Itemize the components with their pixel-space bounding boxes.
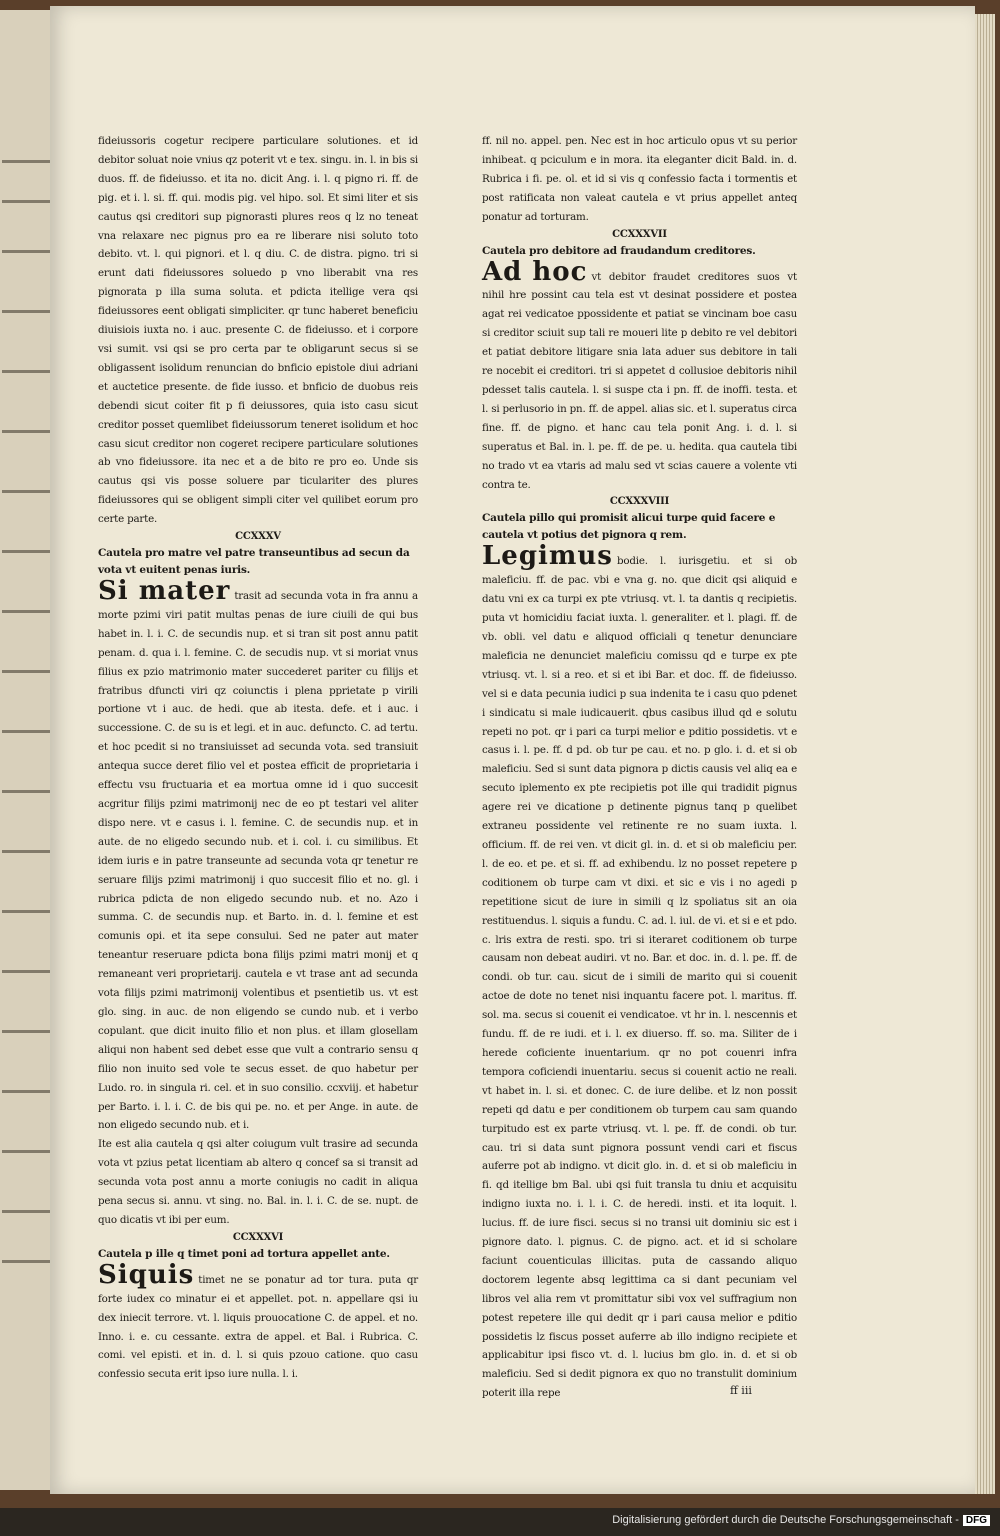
paragraph-text: timet ne se ponatur ad tor turа. puta qr forte iudex co minatur ei et appellet. pot. n. appellare qsi iu dex iniecit terrore. vt. l. liquis prouocatione C. de appel. et no. Inno. i. e. cu cessante. extra de appel. et Bal. i Rubrica. C. comi. vel episti. et in. d. l. si quis pzouo catione. quo casu confessio secuta erit ipso iure nulla. l. i.: [98, 1273, 418, 1381]
left-paragraph-3: [98, 1259, 418, 1384]
footer-credit: [612, 1514, 990, 1526]
cautela-heading: Cautela pro matre vel patre transeuntibus ad secun da vota vt euitent penas iuris.: [98, 547, 410, 577]
paragraph-text: bodie. l. iurisgetiu. et si ob maleficiu. ff. de pac. vbi e vna g. no. que dicit qsi aliquid e datu vni ex ca turpi ex pte vtriusq. vt. l. ta dantis q recipietis. puta vt homicidiu faciat iuxta. l. generaliter. et l. plagi. ff. de vb. obli. vel datu e aliquod officiali q tenetur denunciare maleficia ne denunciet maleficiu comissu qd e turpe ex pte vtriusq. vt. l. si a reo. et si et ibi Bar. et doc. ff. de fideiusso. vel si e data pecunia iudici p sua indenita te i casu quo pdenet i sindicatu si male iudicauerit. qbus casibus illud qd e solutu repeti no pot. qr i pari ca turpi melior e pditio possidetis. vt e casus i. l. pe. ff. d pd. ob tur pe cau. et no. p glo. i. d. et si ob maleficiu. Sed si sunt data pignora p dictis causis vel aliq ea e secuto iplemento ex pte recipietis pot ille qui tradidit pignus agere rei ve dicatione p detinente pignus tanq p quelibet extraneu possidente vel retinente re no suam iuxta. l. officium. ff. de rei ven. vt dicit gl. in. d. et si ob maleficiu per. l. de eo. et pe. et si. ff. ad exhibendu. lz no posset repetere p coditionem ob turpe cam vt dixi. et sic e vis i no agedi p repetitione sicut de iure in simili q lz spoliatus sit an oia restituendus. l. siquis a fundu. C. ad. l. iul. de vi. et si e et pdo. c. lris extra de resti. spo. tri si iteraret coditionem ob turpe causam non debeat audiri. vt no. Bar. et doc. in. d. l. pe. ff. de condi. ob tur. cau. sicut de i simili de marito qui si couenit actoe de dote no tenet nisi inquantu facere pot. l. maritus. ff. sol. ma. secus si couenit ei vendicatoe. vt hr in. l. nescennis et fundu. ff. de re iudi. et i. l. ex diuerso. ff. so. ma. Siliter de i herede coficiente inuentarium. qr no pot couenri infra tempora coficiendi inuentariu. secus si couenit actio ne reali. vt habet in. l. si. et donec. C. de iure delibe. et lz non possit repeti qd datu e per conditionem ob turpem cau sam quando turpitudo est ex parte vtriusq. vt. l. pe. ff. de condi. ob tur. cau. tri si data sunt pignora possunt vendi cari et fiscus auferre pot ab indigno. vt dicit glo. in. d. et si ob maleficiu in fi. qd itellige bm Bal. ubi qsi fuit transla tu dniu et acquisitu indigno iuxta no. i. l. i. C. de heredi. insti. et ita loquit. l. lucius. ff. de iure fisci. secus si no transi uit dominiu sic est i pignore dato. l. pignus. C. de pigno. act. et id si scholare faciunt couenticulas illicitas. puta de cassando aliquo doctorem legente absq legittima ca si dant pecuniam vel libros vel alia rem vt promittatur sibi vox vel suffragium non potest repetere ille qui dedit qr i pari causa melior e pditio possidetis lz fiscus posset auferre ab illo indigno recipiete et applicabitur ipsi fisco vt. d. l. lucius bm glo. in. d. et si ob maleficiu. Sed si dedit pignora ex quo no transtulit dominium poterit illa repe: [482, 555, 797, 1400]
left-paragraph-2: Ite est alia cautela q qsi alter coiugum vult trasire ad secunda vota vt pzius petat licentiam ab altero q concef sa si transit ad secunda vota post annu a morte coniugis no cadit in aliqua pena secus si. annu. vt sing. no. Bal. in. l. i. C. de se. nupt. de quo dicatis vt ibi per eum.: [98, 1138, 418, 1226]
left-paragraph-1: [98, 576, 418, 1135]
right-column: [482, 132, 797, 1403]
cautela-heading: Cautela pro debitore ad fraudandum creditores.: [482, 244, 756, 257]
section-number: CCXXXVI: [232, 1231, 284, 1243]
right-paragraph-top: ff. nil no. appel. pen. Nec est in hoc articulo opus vt su perior inhibeat. q pciculum e in mora. ita eleganter dicit Bald. in. d. Rubrica i fi. pe. ol. et id si vis q confessio facta i tormentis et post ratificata non valeat cautela e vt prius appellet anteq ponatur ad torturam.: [482, 135, 797, 223]
right-paragraph-2: [482, 541, 797, 1403]
cautela-heading: Cautela p ille q timet poni ad torturа appellet ante.: [98, 1247, 390, 1260]
section-number: CCXXXVII: [612, 228, 667, 240]
initial-word: Ad hoc: [482, 256, 588, 287]
page-stack-edge: [975, 14, 995, 1494]
dfg-logo: DFG: [963, 1515, 990, 1526]
cautela-heading: Cautela pillo qui promisit alicui turpe quid facere e cautela vt potius det pignora q rem.: [482, 512, 776, 542]
section-number: CCXXXV: [235, 531, 281, 543]
footer-text: Digitalisierung gefördert durch die Deutsche Forschungsgemeinschaft -: [612, 1514, 959, 1526]
paragraph-text: trasit ad secunda vota in fra annu a morte pzimi viri patit multas penas de iure ciuili de qui bus habet in. l. i. C. de secundis nup. et si tran sit post annu patit penam. d. qua i. l. femine. C. de secudis nup. vt si moriat vnus filius ex pzio matrimonio mater succederet pariter cu filijs et fratribus dfuncti viri qz coiunctis i plena pprietate p virili portione vt i auc. de hedi. que ab itesta. defe. et i auc. i successione. C. de su is et legi. et in auc. defuncto. C. ad tertu. et hoc pcedit si no transiuisset ad secunda vota. sed transiuit antequa succe deret filio vel et postea efficit de proprietaria i effectu vsu fructuaria et ea mortua omne id i quo succesit acgritur filijs pzimi matrimonij nec de eo pt testari vel aliter dispo nere. vt e casus i. l. femine. C. de secundis nup. et in aute. de no eligedo secundo nub. et i. col. i. cu similibus. Et idem iuris e in patre transeunte ad secunda vota qr tenetur re seruare filijs pzimi matrimonij i quo succesit filio et no. gl. i rubrica pdicta de non eligedo secundo nub. et no. Azo i summa. C. de secundis nup. et Barto. in. d. l. femine et est comunis opi. et ita sepe consului. Sed ne pater aut mater teneantur reseruare pdicta bona filijs pzimi matri monij et q remaneant veri proprietarij. cautela e vt trase ant ad secunda vota filijs pzimi matrimonij volentibus et psentietib us. vt est glo. sing. in auc. de non eligendo se cundo nub. et i verbo copulant. que dicit inuito filio et non plus. et illam glosellam aliqui non habent sed debet esse que vult a contrario sensu q filio non inuito sed vole te secus esset. de quo habetur per Ludo. ro. in singula ri. cel. et in suo consilio. ccxviij. et habetur per Barto. i. l. i. C. de bis qui pe. no. et per Ange. in aute. de non eligedo secundo nub. et i.: [98, 590, 418, 1132]
signature-mark: ff iii: [730, 1384, 752, 1397]
section-number: CCXXXVIII: [609, 496, 670, 508]
right-paragraph-1: [482, 256, 797, 495]
initial-word: Legimus: [482, 541, 613, 572]
initial-word: Si mater: [98, 576, 231, 607]
paragraph-text: vt debitor fraudet creditores suos vt nihil hre possint cau tela est vt desinat possidere et postea agat rei vedicatoe ppossidente et patiat se vincinam boe casu si creditor sciuit sup tali re moueri lite p debito re vel debitori et patiat debitore litigare snia lata aduer sus debitore in tali re nocebit ei creditori. tri si appetet d collusioe debitoris nihil pdesset talis cautela. l. si suspe cta i pn. ff. de inoffi. testa. et l. si perlusorio in pn. ff. de appel. alias sic. et l. superatus circa fine. ff. de pigno. et hanc cau tela ponit Ang. i. d. l. si superatus et Bal. in. l. pe. ff. de pe. u. hedita. qua cautela tibi no trado vt ea vtaris ad malu sed vt scias cauere a volente vti contra te.: [482, 270, 797, 491]
left-column: [98, 132, 418, 1384]
initial-word: Siquis: [98, 1259, 195, 1290]
left-paragraph-top: fideiussoris cogetur recipere particulare solutiones. et id debitor soluat noie vnius qz poterit vt e tex. singu. in. l. in bis si duos. ff. de fideiusso. et ita no. dicit Ang. i. l. q pigno ri. ff. de pig. et i. l. si. ff. qui. modis pig. vel hipo. sol. Et simi liter et sis cautus qsi creditori sup pignorasti plures reos q lz no teneat vna relaxare nec pignus pro ea re liberare nisi soluto toto debito. vt. l. qui pignori. et l. q diu. C. de distra. pigno. tri si erunt dati fideiussores soluedo p vno liberabit vna res pignorata p illa suma soluta. et pdicta itellige vera qsi fideiussores eent obligati simpliciter. qr tunc haberet beneficiu diuisiois iuxta no. i auc. presente C. de fideiusso. et i corpore vsi sumit. vsi qsi se pro certa par te obligarunt secus si se obligassent isolidum renuncian do bnficio epistole diui adriani et auctetice presente. de fide iusso. et bnficio de duobus reis debendi sicut coiter fit p fi deiussores, quia isto casu sicut creditor posset quemlibet fideiussorum teneret isolidum et hoc casu sicut creditor non cogeret recipere particulare solutiones ab vno fideiussore. ita nec et a de bito re pro eo. Unde sis cautus qsi vis posse soluere par ticulariter des plures fideiussores qui se obligent simpli citer vel quilibet eorum pro certe parte.: [98, 135, 418, 526]
